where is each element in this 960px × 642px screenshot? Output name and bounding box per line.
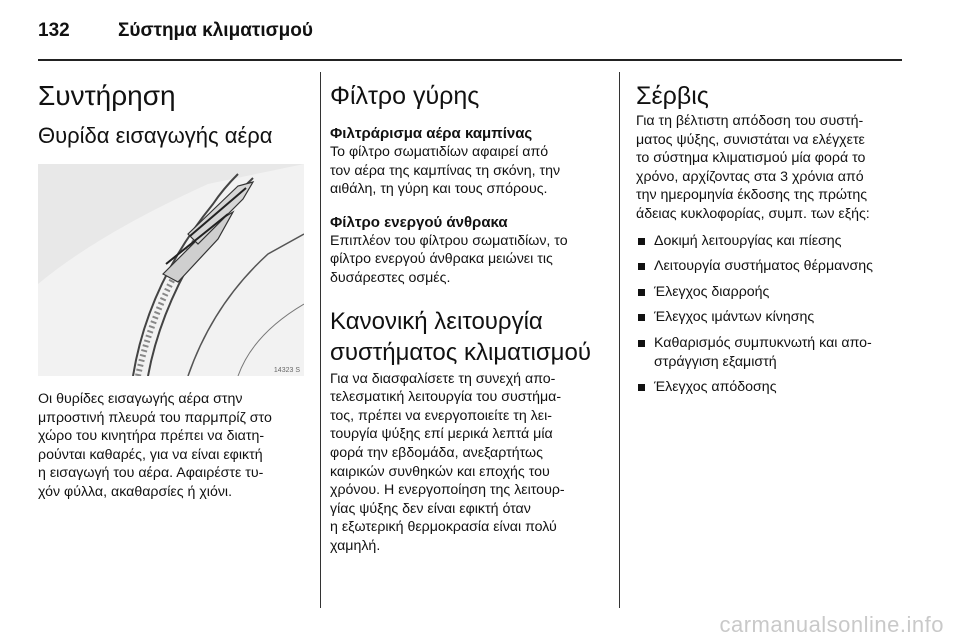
watermark: carmanualsonline.info <box>719 612 944 637</box>
section-title-pollen-filter: Φίλτρο γύρης <box>330 82 480 110</box>
list-item <box>636 257 904 276</box>
list-item <box>636 334 904 371</box>
running-title: Σύστημα κλιματισμού <box>118 20 313 41</box>
bullet-square-icon <box>638 384 645 391</box>
section-title-service: Σέρβις <box>636 82 709 110</box>
list-item-text: Έλεγχος διαρροής <box>654 283 770 300</box>
page-number: 132 <box>38 20 70 41</box>
cabin-air-paragraph: Το φίλτρο σωματιδίων αφαιρεί από τον αέρα της καμπίνας τη σκόνη, την αιθάλη, τη γύρη και τους σπόρους. <box>330 144 561 198</box>
subsection-title-active-carbon: Φίλτρο ενεργού άνθρακα <box>330 213 508 231</box>
subsection-title-air-intake: Θυρίδα εισαγωγής αέρα <box>38 123 273 148</box>
section-title-maintenance: Συντήρηση <box>38 80 176 111</box>
column-divider-right <box>619 72 620 608</box>
list-item-text: Λειτουργία συστήματος θέρμανσης <box>654 258 873 275</box>
air-intake-paragraph: Οι θυρίδες εισαγωγής αέρα στην μπροστινή πλευρά του παρμπρίζ στο χώρο του κινητήρα πρέπει να διατη- ρούνται καθαρές, για να είναι εφικτή η εισαγωγή του αέρα. Αφαιρέστε τυ- χόν φύλλα, ακαθαρσίες ή χιόνι. <box>38 391 272 500</box>
column-maintenance <box>38 72 306 502</box>
bullet-square-icon <box>638 340 645 347</box>
list-item <box>636 232 904 251</box>
section-title-normal-operation: Κανονική λειτουργία συστήματος κλιματισμού <box>330 307 591 366</box>
service-intro-paragraph: Για τη βέλτιστη απόδοση του συστή- ματος ψύξης, συνιστάται να ελέγχετε το σύστημα κλιματισμού μία φορά το χρόνο, αρχίζοντας στα 3 χρόνια από την ημερομηνία έκδοσης της πρώτης άδειας κυκλοφορίας, συμπ. των εξής: <box>636 113 870 222</box>
list-item-text: Καθαρισμός συμπυκνωτή και απο- στράγγιση εξαμιστή <box>654 334 872 370</box>
list-item <box>636 308 904 327</box>
bullet-square-icon <box>638 314 645 321</box>
air-intake-illustration <box>38 164 304 376</box>
list-item <box>636 283 904 302</box>
header-divider <box>38 59 902 61</box>
list-item <box>636 378 904 397</box>
page-header <box>38 20 918 42</box>
windscreen-drawing <box>38 164 304 376</box>
column-divider-left <box>320 72 321 608</box>
normal-operation-paragraph: Για να διασφαλίσετε τη συνεχή απο- τελεσματική λειτουργία του συστήμα- τος, πρέπει να ενεργοποιείτε τη λει- τουργία ψύξης επί μερικά λεπτά μία φορά την εβδομάδα, ανεξαρτήτως καιρικών συνθηκών και εποχής του χρόνου. Η ενεργοποίηση της λειτουρ- γίας ψύξης δεν είναι εφικτή όταν η εξωτερική θερμοκρασία είναι πολύ χαμηλή. <box>330 370 565 554</box>
bullet-square-icon <box>638 238 645 245</box>
subsection-title-cabin-air: Φιλτράρισμα αέρα καμπίνας <box>330 125 533 142</box>
bullet-square-icon <box>638 289 645 296</box>
column-pollen-filter <box>330 72 606 556</box>
figure-id: 14323 S <box>273 367 300 374</box>
service-checklist <box>636 232 904 397</box>
list-item-text: Έλεγχος απόδοσης <box>654 379 777 396</box>
column-service <box>636 72 904 404</box>
bullet-square-icon <box>638 263 645 270</box>
active-carbon-paragraph: Επιπλέον του φίλτρου σωματιδίων, το φίλτρο ενεργού άνθρακα μειώνει τις δυσάρεστες οσμές. <box>330 232 568 286</box>
list-item-text: Δοκιμή λειτουργίας και πίεσης <box>654 232 842 249</box>
list-item-text: Έλεγχος ιμάντων κίνησης <box>654 309 815 326</box>
